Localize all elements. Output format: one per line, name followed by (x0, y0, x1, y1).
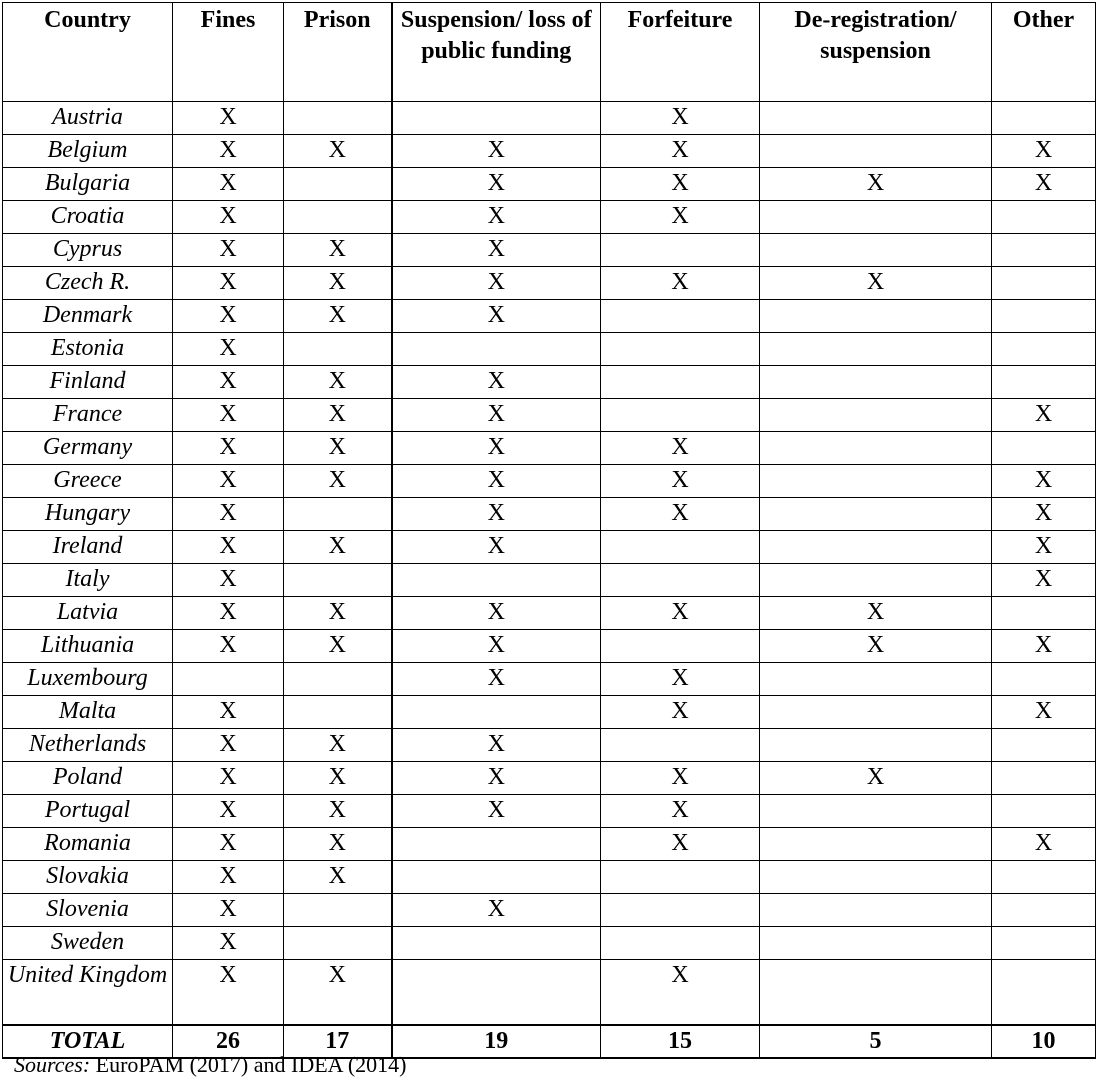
table-row (3, 432, 1096, 465)
sanction-cell: X (992, 498, 1096, 531)
sanction-cell (992, 201, 1096, 234)
sanction-cell: X (601, 663, 760, 696)
sanction-cell: X (173, 696, 284, 729)
sanction-cell: X (392, 366, 601, 399)
sanction-cell (173, 663, 284, 696)
sanction-cell: X (284, 234, 392, 267)
sanction-cell: X (173, 333, 284, 366)
sanction-cell (601, 234, 760, 267)
sanction-cell: X (173, 102, 284, 135)
country-cell: Sweden (3, 927, 173, 960)
sanction-cell (601, 366, 760, 399)
sanction-cell: X (173, 366, 284, 399)
table-row (3, 663, 1096, 696)
sanction-cell: X (284, 762, 392, 795)
table-row (3, 894, 1096, 927)
country-cell: Slovenia (3, 894, 173, 927)
sanction-cell (760, 432, 992, 465)
table-row (3, 630, 1096, 663)
sanction-cell: X (392, 795, 601, 828)
sanction-cell (760, 894, 992, 927)
country-cell: Estonia (3, 333, 173, 366)
sanction-cell: X (173, 201, 284, 234)
sanction-cell (284, 564, 392, 597)
sanction-cell (601, 531, 760, 564)
column-header: Other (992, 3, 1096, 102)
sanction-cell: X (173, 894, 284, 927)
table-row (3, 267, 1096, 300)
country-cell: Lithuania (3, 630, 173, 663)
sanction-cell (284, 696, 392, 729)
country-cell: Italy (3, 564, 173, 597)
sanction-cell: X (173, 828, 284, 861)
sanction-cell: X (992, 168, 1096, 201)
total-value: 10 (992, 1025, 1096, 1058)
sanction-cell (392, 927, 601, 960)
sanction-cell (601, 630, 760, 663)
table-row (3, 828, 1096, 861)
sanction-cell: X (173, 267, 284, 300)
sanction-cell: X (173, 234, 284, 267)
sanction-cell: X (392, 597, 601, 630)
country-cell: Finland (3, 366, 173, 399)
sanction-cell (992, 333, 1096, 366)
sanction-cell: X (392, 531, 601, 564)
sanction-cell (760, 300, 992, 333)
table-row (3, 168, 1096, 201)
sanction-cell (760, 960, 992, 1026)
table-row (3, 333, 1096, 366)
sanction-cell (760, 564, 992, 597)
country-cell: Germany (3, 432, 173, 465)
sanction-cell (760, 795, 992, 828)
country-cell: Ireland (3, 531, 173, 564)
sanction-cell: X (284, 135, 392, 168)
sanction-cell: X (284, 267, 392, 300)
country-cell: Denmark (3, 300, 173, 333)
table-row (3, 729, 1096, 762)
sanction-cell (760, 663, 992, 696)
sanction-cell: X (992, 630, 1096, 663)
column-header: Fines (173, 3, 284, 102)
sanction-cell (992, 729, 1096, 762)
sanction-cell: X (173, 300, 284, 333)
table-row (3, 531, 1096, 564)
sanction-cell (992, 861, 1096, 894)
sanction-cell (392, 333, 601, 366)
country-cell: United Kingdom (3, 960, 173, 1026)
total-value: 5 (760, 1025, 992, 1058)
sanction-cell: X (284, 465, 392, 498)
sanction-cell: X (173, 531, 284, 564)
sanction-cell (392, 564, 601, 597)
sanction-cell: X (601, 102, 760, 135)
table-row (3, 135, 1096, 168)
sanction-cell (601, 399, 760, 432)
sanction-cell (392, 960, 601, 1026)
sanction-cell (992, 894, 1096, 927)
sanction-cell (284, 333, 392, 366)
sanction-cell (760, 498, 992, 531)
sanction-cell: X (601, 696, 760, 729)
sanction-cell: X (992, 465, 1096, 498)
sanction-cell (284, 663, 392, 696)
sanction-cell: X (392, 630, 601, 663)
sources-label: Sources: (14, 1052, 91, 1077)
sanction-cell: X (392, 663, 601, 696)
country-cell: Hungary (3, 498, 173, 531)
sanction-cell (601, 729, 760, 762)
table-row (3, 399, 1096, 432)
sanction-cell: X (284, 432, 392, 465)
sanction-cell: X (601, 762, 760, 795)
country-cell: Netherlands (3, 729, 173, 762)
sources-note (14, 1052, 407, 1078)
total-value: 15 (601, 1025, 760, 1058)
sanction-cell: X (173, 597, 284, 630)
sanction-cell: X (992, 828, 1096, 861)
sanction-cell: X (284, 960, 392, 1026)
sanction-cell (601, 861, 760, 894)
country-cell: Bulgaria (3, 168, 173, 201)
table-row (3, 696, 1096, 729)
table-row (3, 366, 1096, 399)
sanction-cell: X (284, 597, 392, 630)
sanction-cell (992, 300, 1096, 333)
country-cell: Austria (3, 102, 173, 135)
table-row (3, 465, 1096, 498)
sanction-cell (992, 432, 1096, 465)
country-cell: Luxembourg (3, 663, 173, 696)
sanction-cell: X (992, 696, 1096, 729)
sanction-cell (760, 201, 992, 234)
sanction-cell: X (601, 828, 760, 861)
sanction-cell: X (173, 762, 284, 795)
sanction-cell: X (392, 234, 601, 267)
table-row (3, 927, 1096, 960)
column-header: De-registration/ suspension (760, 3, 992, 102)
sanction-cell (601, 300, 760, 333)
sanction-cell: X (173, 630, 284, 663)
sanction-cell (760, 729, 992, 762)
sanction-cell (284, 201, 392, 234)
sanction-cell (760, 465, 992, 498)
table-row (3, 762, 1096, 795)
sanction-cell: X (601, 432, 760, 465)
sanction-cell: X (392, 135, 601, 168)
sources-text: EuroPAM (2017) and IDEA (2014) (95, 1052, 407, 1077)
table-row (3, 234, 1096, 267)
sanction-cell: X (601, 135, 760, 168)
table-row (3, 960, 1096, 1026)
sanction-cell: X (284, 861, 392, 894)
sanction-cell (601, 927, 760, 960)
sanction-cell (760, 861, 992, 894)
total-value: 19 (392, 1025, 601, 1058)
country-cell: Slovakia (3, 861, 173, 894)
sanction-cell: X (284, 399, 392, 432)
sanction-cell: X (173, 729, 284, 762)
sanction-cell (992, 267, 1096, 300)
sanction-cell: X (173, 960, 284, 1026)
sanction-cell (992, 960, 1096, 1026)
sanction-cell: X (284, 300, 392, 333)
sanction-cell: X (284, 531, 392, 564)
sanction-cell (284, 894, 392, 927)
sanction-cell (760, 234, 992, 267)
sanction-cell: X (173, 795, 284, 828)
sanction-cell: X (601, 597, 760, 630)
sanction-cell: X (284, 366, 392, 399)
sanction-cell (992, 663, 1096, 696)
sanction-cell (992, 927, 1096, 960)
sanction-cell (601, 894, 760, 927)
table-row (3, 498, 1096, 531)
sanction-cell (760, 102, 992, 135)
sanction-cell: X (173, 564, 284, 597)
sanction-cell (284, 102, 392, 135)
sanction-cell (992, 762, 1096, 795)
sanction-cell: X (392, 300, 601, 333)
sanction-cell: X (601, 498, 760, 531)
sanction-cell: X (760, 168, 992, 201)
sanction-cell: X (284, 729, 392, 762)
sanction-cell (284, 498, 392, 531)
country-cell: Poland (3, 762, 173, 795)
sanction-cell (992, 597, 1096, 630)
sanction-cell (601, 564, 760, 597)
column-header: Prison (284, 3, 392, 102)
sanction-cell: X (173, 927, 284, 960)
sanction-cell (760, 531, 992, 564)
sanction-cell (392, 102, 601, 135)
sanction-cell: X (992, 531, 1096, 564)
sanction-cell (760, 828, 992, 861)
sanction-cell (284, 168, 392, 201)
sanction-cell: X (173, 465, 284, 498)
country-cell: Greece (3, 465, 173, 498)
sanction-cell (992, 366, 1096, 399)
country-cell: Cyprus (3, 234, 173, 267)
sanction-cell: X (173, 135, 284, 168)
sanction-cell: X (392, 267, 601, 300)
column-header: Suspension/ loss of public funding (392, 3, 601, 102)
sanction-cell: X (392, 399, 601, 432)
sanction-cell: X (392, 762, 601, 795)
sanction-cell (392, 861, 601, 894)
sanction-cell: X (173, 432, 284, 465)
sanction-cell: X (601, 201, 760, 234)
sanction-cell: X (392, 432, 601, 465)
sanction-cell: X (992, 135, 1096, 168)
column-header: Forfeiture (601, 3, 760, 102)
sanction-cell: X (760, 267, 992, 300)
sanction-cell: X (601, 168, 760, 201)
sanction-cell: X (173, 861, 284, 894)
column-header: Country (3, 3, 173, 102)
sanction-cell (392, 696, 601, 729)
country-cell: Portugal (3, 795, 173, 828)
sanction-cell: X (173, 399, 284, 432)
country-cell: Latvia (3, 597, 173, 630)
country-cell: Belgium (3, 135, 173, 168)
sanction-cell: X (992, 399, 1096, 432)
sanction-cell (601, 333, 760, 366)
total-value: 17 (284, 1025, 392, 1058)
sanction-cell: X (392, 168, 601, 201)
sanction-cell (992, 102, 1096, 135)
sanction-cell: X (392, 465, 601, 498)
sanction-cell: X (284, 630, 392, 663)
sanction-cell: X (992, 564, 1096, 597)
table-row (3, 564, 1096, 597)
sanction-cell (760, 927, 992, 960)
sanction-cell: X (760, 762, 992, 795)
sanction-cell: X (760, 630, 992, 663)
country-cell: Romania (3, 828, 173, 861)
sanction-cell: X (173, 168, 284, 201)
sanction-cell (760, 366, 992, 399)
sanction-cell: X (392, 201, 601, 234)
sanction-cell (760, 696, 992, 729)
sanction-cell: X (601, 795, 760, 828)
table-row (3, 201, 1096, 234)
table-row (3, 795, 1096, 828)
table-row (3, 300, 1096, 333)
sanction-cell (284, 927, 392, 960)
sanction-cell: X (284, 828, 392, 861)
sanction-cell: X (173, 498, 284, 531)
table-row (3, 861, 1096, 894)
sanction-cell (992, 234, 1096, 267)
sanction-cell (760, 333, 992, 366)
sanctions-table (2, 2, 1096, 1059)
sanction-cell: X (601, 465, 760, 498)
sanction-cell: X (392, 894, 601, 927)
sanction-cell: X (392, 729, 601, 762)
country-cell: Malta (3, 696, 173, 729)
sanction-cell: X (601, 960, 760, 1026)
sanction-cell: X (284, 795, 392, 828)
country-cell: Czech R. (3, 267, 173, 300)
country-cell: France (3, 399, 173, 432)
table-row (3, 597, 1096, 630)
sanction-cell: X (760, 597, 992, 630)
country-cell: Croatia (3, 201, 173, 234)
sanction-cell (760, 135, 992, 168)
sanction-cell (392, 828, 601, 861)
sanction-cell (992, 795, 1096, 828)
total-label: TOTAL (3, 1025, 173, 1058)
sanction-cell: X (392, 498, 601, 531)
sanction-cell (760, 399, 992, 432)
table-row (3, 102, 1096, 135)
sanction-cell: X (601, 267, 760, 300)
header-row (3, 3, 1096, 102)
total-value: 26 (173, 1025, 284, 1058)
